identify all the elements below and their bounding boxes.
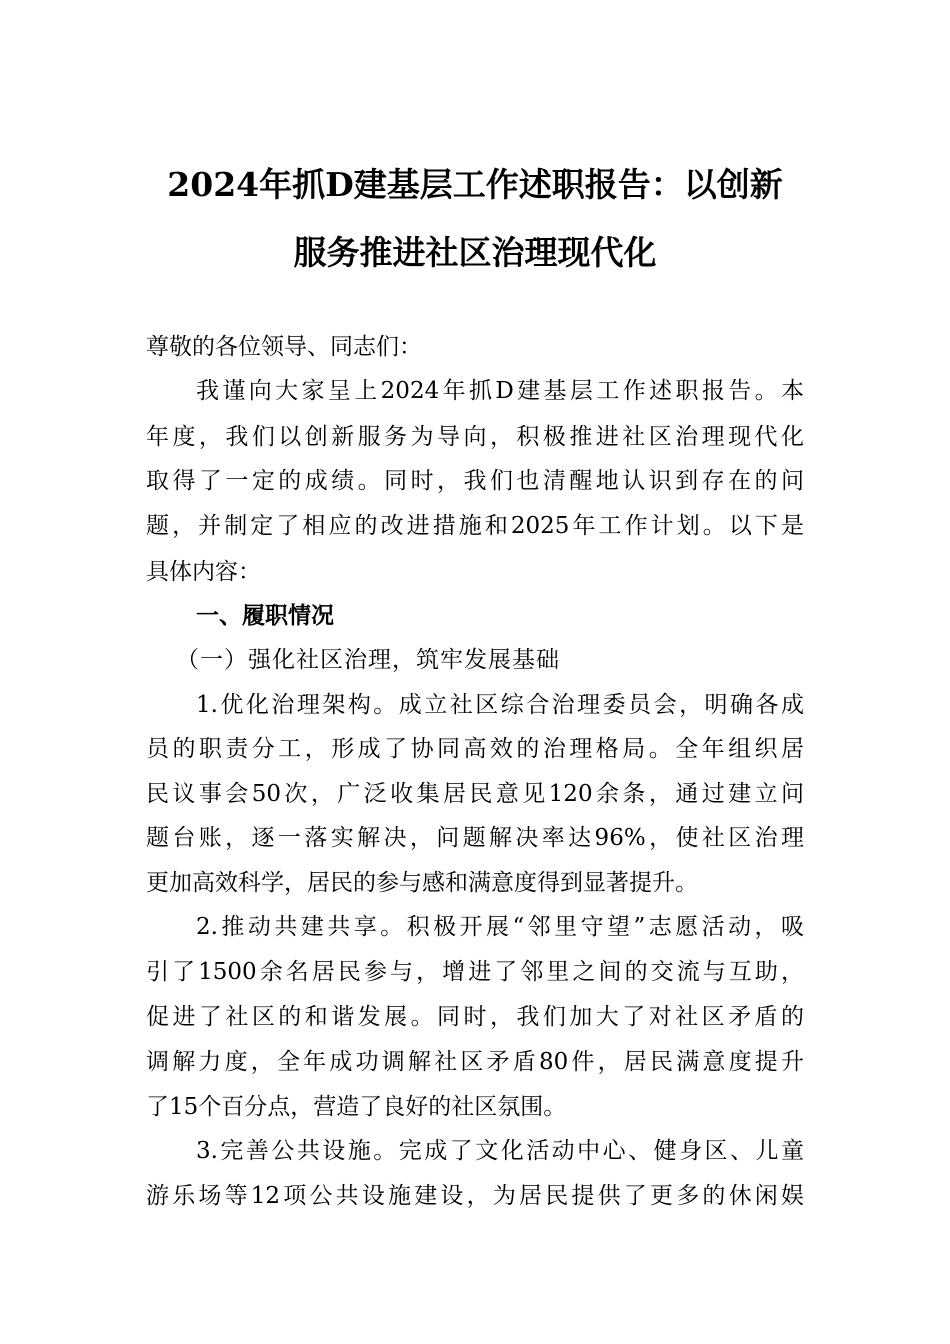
intro-line: 年度，我们以创新服务为导向，积极推进社区治理现代化 [146,424,804,450]
item-2-line: 2.推动共建共享。积极开展“邻里守望”志愿活动，吸 [196,914,804,940]
salutation: 尊敬的各位领导、同志们： [146,334,422,360]
document-title-line-2: 服务推进社区治理现代化 [293,233,657,272]
item-1-line: 民议事会50次，广泛收集居民意见120余条，通过建立问 [146,781,804,807]
subsection-heading-governance: （一）强化社区治理，筑牢发展基础 [176,647,560,673]
item-2-line: 调解力度，全年成功调解社区矛盾80件，居民满意度提升 [146,1049,804,1075]
item-3-line: 3.完善公共设施。完成了文化活动中心、健身区、儿童 [196,1138,804,1164]
intro-line: 我谨向大家呈上2024年抓D建基层工作述职报告。本 [196,378,804,404]
item-3-line: 游乐场等12项公共设施建设，为居民提供了更多的休闲娱 [146,1183,804,1209]
item-1-line: 题台账，逐一落实解决，问题解决率达96%，使社区治理 [146,825,804,851]
item-1-line: 1.优化治理架构。成立社区综合治理委员会，明确各成 [196,692,804,718]
intro-line: 具体内容： [146,559,261,585]
item-2-line: 促进了社区的和谐发展。同时，我们加大了对社区矛盾的 [146,1004,804,1030]
intro-line: 题，并制定了相应的改进措施和2025年工作计划。以下是 [146,513,804,539]
item-2-line: 了15个百分点，营造了良好的社区氛围。 [146,1094,567,1120]
item-1-line: 员的职责分工，形成了协同高效的治理格局。全年组织居 [146,736,804,762]
document-title-line-1: 2024年抓D建基层工作述职报告：以创新 [167,165,783,204]
item-1-line: 更加高效科学，居民的参与感和满意度得到显著提升。 [146,870,698,896]
item-2-line: 引了1500余名居民参与，增进了邻里之间的交流与互助， [146,959,804,985]
intro-line: 取得了一定的成绩。同时，我们也清醒地认识到存在的问 [146,468,804,494]
section-heading-performance: 一、履职情况 [196,603,334,629]
